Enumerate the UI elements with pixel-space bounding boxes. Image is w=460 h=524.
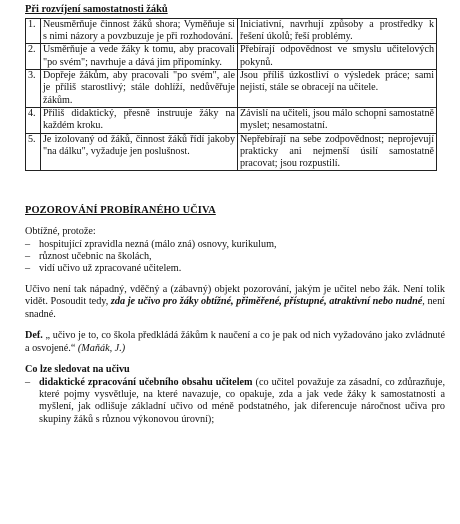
- row-number: 1.: [26, 18, 41, 44]
- student-response-cell: Iniciativní, navrhují způsoby a prostředky k řešení úkolů; řeší problémy.: [238, 18, 437, 44]
- teacher-behavior-cell: Usměrňuje a vede žáky k tomu, aby pracovali "po svém"; navrhuje a dává jim připomínky.: [41, 44, 238, 70]
- heading: POZOROVÁNÍ PROBÍRANÉHO UČIVA: [25, 205, 216, 217]
- dash-bullet: –: [25, 376, 31, 388]
- student-response-cell: Jsou příliš úzkostliví o výsledek práce; sami nejistí, stále se obracejí na učitele.: [238, 69, 437, 107]
- comparison-table: [25, 18, 437, 172]
- definition-author: (Maňák, J.): [75, 342, 126, 354]
- row-number: 4.: [26, 107, 41, 133]
- student-response-cell: Přebírají odpovědnost ve smyslu učitelových pokynů.: [238, 44, 437, 70]
- definition: [25, 330, 445, 355]
- definition-label: Def.: [25, 330, 43, 342]
- document-page: [25, 4, 445, 426]
- body-paragraph: [25, 284, 445, 321]
- teacher-behavior-cell: Je izolovaný od žáků, činnost žáků řídí jakoby "na dálku", vyžaduje jen poslušnost.: [41, 133, 238, 171]
- teacher-behavior-cell: Neusměrňuje činnost žáků shora; Vyměňuje si s nimi názory a povzbuzuje je při rozhodování.: [41, 18, 238, 44]
- list-item: [25, 251, 445, 263]
- subsection-title: Co lze sledovat na učivu: [25, 364, 130, 376]
- table-row: [26, 69, 437, 107]
- row-number: 3.: [26, 69, 41, 107]
- list-item-text: různost učebnic na školách,: [39, 251, 152, 262]
- teacher-behavior-cell: Dopřeje žákům, aby pracovali "po svém", ale je příliš starostlivý; stále dohlíží, nedůvěřuje žákům.: [41, 69, 238, 107]
- list-item-bold: didaktické zpracování učebního obsahu učitelem: [39, 376, 253, 388]
- intro-text: Obtížné, protože:: [25, 226, 96, 238]
- observe-list: [25, 377, 445, 427]
- list-item: [25, 263, 445, 275]
- student-response-cell: Závislí na učiteli, jsou málo schopni samostatně myslet; nesamostatní.: [238, 107, 437, 133]
- list-item-text: hospitující zpravidla nezná (málo zná) osnovy, kurikulum,: [39, 238, 277, 250]
- dash-bullet: –: [25, 238, 31, 250]
- list-item-text: vidí učivo už zpracované učitelem.: [39, 263, 182, 275]
- dash-bullet: –: [25, 263, 31, 275]
- student-response-cell: Nepřebírají na sebe zodpovědnost; neprojevují prakticky ani nejmenší úsilí samostatně pracovat; jsou rozpustilí.: [238, 133, 437, 171]
- teacher-behavior-cell: Příliš didaktický, přesně instruuje žáky na každém kroku.: [41, 107, 238, 133]
- spacer: [25, 171, 445, 205]
- table-row: [26, 18, 437, 44]
- row-number: 2.: [26, 44, 41, 70]
- reason-list: [25, 239, 445, 276]
- list-item: [25, 239, 445, 251]
- paragraph-text-end: , není snadné.: [25, 296, 445, 320]
- definition-text: „ učivo je to, co škola předkládá žákům k naučení a co je pak od nich vyžadováno jako zvládnuté a osvojené.“: [25, 330, 445, 354]
- dash-bullet: –: [25, 251, 31, 262]
- list-item: [25, 377, 445, 427]
- list-item-text: (co učitel považuje za zásadní, co zdůrazňuje, které pojmy vysvětluje, na které navazuje, co opakuje, zda a jak vede žáky k samostatnosti a myšlení, jak odlišuje základní učivo od méně podstatného, jak diferencuje náročnost učiva pro skupiny žáků s různou výkonovou úrovní);: [39, 376, 445, 425]
- paragraph-text: Učivo není tak nápadný, vděčný a (zábavný) objekt pozorování, jakým je učitel nebo žák. Není tolik vidět. Posoudit tedy,: [25, 283, 445, 308]
- row-number: 5.: [26, 133, 41, 171]
- paragraph-emphasis: zda je učivo pro žáky obtížné, přiměřené, přístupné, atraktivní nebo nudné: [110, 296, 423, 308]
- table-row: [26, 133, 437, 171]
- table-row: [26, 44, 437, 70]
- section-title: Při rozvíjení samostatnosti žáků: [25, 4, 168, 15]
- table-row: [26, 107, 437, 133]
